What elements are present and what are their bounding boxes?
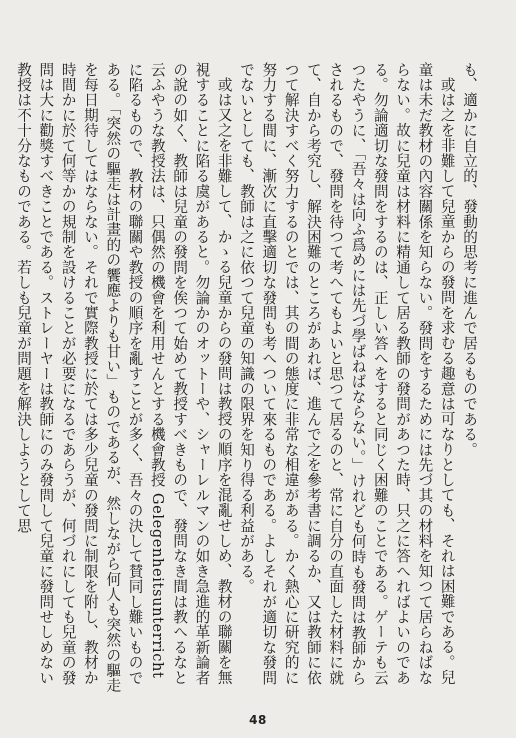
paragraph-objection-order: 或は又之を非難して、かゝる兒童からの發問は教授の順序を混亂せしめ、教材の聯關を無視することに陷る虞があると。勿論かのオットーや、シャーレルマンの如き急進的革新論者の說の如く、教師は兒童の發問を俟つて始めて教授すべきもので、發問なき間は教へるなと云ふやうな教授法は、只偶然の機會を利用せんとする機會教授 Gelegenheitsunterricht に陷るもので、教材の聯關や教授の順序を亂すことが多く、吾々の決して賛同し難いものである。「突然の驅走は計畫的の饗應よりも甘い」ものであるが、然しながら何人も突然の驅走を每日期待してはならない。それで實際教授に於ては多少兒童の發問に制限を附し、教材か時間かに於て何等かの規制を設けることが必要になるであらうが、何づれにしても兒童の發問は大に勸獎すべきことである。ストレーヤーは教師にのみ發問して兒童に發問せしめない教授は不十分なものである。若しも兒童が問題を解決しようとして思 [15,62,233,694]
paragraph-continuation: も、適かに自立的、發動的思考に進んで居るものである。 [461,62,478,458]
page-number: 48 [249,713,267,727]
paragraph-objection-difficulty: 或は之を非難して兒童からの發問を求むる趣意は可なりとしても、それは困難である。兒童は未だ教材の內容關係を知らない。發問をするためには先づ其の材料を知つて居らねばならない。故に兒童は材料に精通して居る教師の發問があつた時、只之に答へればよいのである。勿論適切な發問をするのは、正しい答へをすると同じく困難のことである。ゲーテも云つたやうに、「吾々は向ふ爲めには先づ學ばねばならない。」けれども何時も發問は教師からされるもので、發問を待つて考へてもよいと思つて居るのと、常に自分の直面した材料に就て、自から考究し、解決困難のところがあれば、進んで之を參考書に調るか、又は教師に依つて解決すべく努力するのとでは、其の間の態度に非常な相違がある。かく熱心に研究的に努力する間に、漸次に直擊適切な發問も考へついて來るものである。よしそれが適切な發問でないとしても、教師は之に依つて兒童の知識の限界を知り得る利益がある。 [238,62,456,686]
vertical-text-body [15,62,480,696]
